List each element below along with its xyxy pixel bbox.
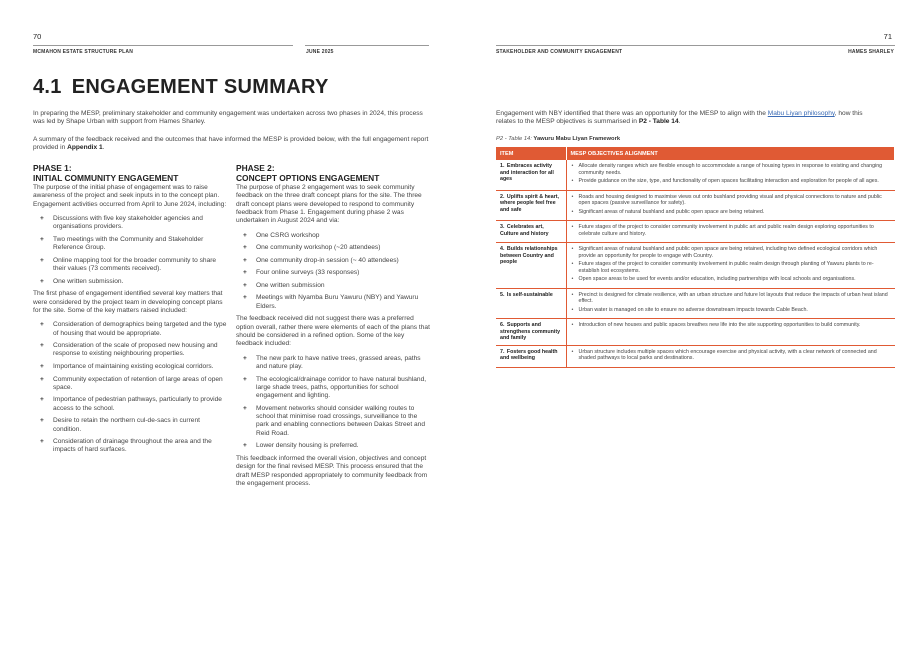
table-item-cell: 3. Celebrates art, Culture and history [496,221,566,243]
appendix-reference: Appendix 1 [67,144,103,152]
phase-1-paragraph-2: The first phase of engagement identified several key matters that were considered by the project team in developing concept plans for the site. Some of the key matters raised included: [33,290,223,314]
running-header-right: STAKEHOLDER AND COMMUNITY ENGAGEMENT [496,49,623,55]
plus-bullet-icon: + [40,396,44,404]
phase-1-paragraph: The purpose of the initial phase of engagement was to raise awareness of the project and seek inputs in to the concept plan. Engagement activities occurred from April to June 2024, including: [33,184,227,208]
list-item: + Discussions with five key stakeholder agencies and organisations providers. [40,215,203,231]
running-header-date: JUNE 2025 [306,49,334,55]
phase-2-paragraph-2: The feedback received did not suggest there was a preferred option overall, rather there were elements of each of the plans that should be considered in a refined option. Some of the key feedback included: [236,315,430,348]
phase-1-activities-list [33,215,228,286]
plus-bullet-icon: + [40,321,44,329]
table-item-cell: 7. Fosters good health and wellbeing [496,345,566,367]
table-row [496,345,895,367]
plus-bullet-icon: + [40,375,44,383]
phase-2-feedback-list [236,355,430,451]
table-item-cell: 4. Builds relationships between Country and people [496,243,566,289]
plus-bullet-icon: + [243,244,247,252]
plus-bullet-icon: + [243,281,247,289]
list-item: + Community expectation of retention of large areas of open space. [40,375,223,391]
phase-2-paragraph: The purpose of phase 2 engagement was to seek community feedback on the three draft concept plans for the site. The three draft concept plans were developed to respond to community feedback from Phase 1. Engagement during phase 2 was undertaken in August 2024 and via: [236,184,422,225]
list-item: • Introduction of new houses and public spaces breathes new life into the site supporting opportunities to build community. [571,322,891,329]
phase-1-matters-list [33,321,228,455]
list-item: + Desire to retain the northern cul-de-sacs in current condition. [40,417,200,433]
plus-bullet-icon: + [40,417,44,425]
table-caption: P2 - Table 14: Yawuru Mabu Liyan Framework [496,136,621,142]
running-header-author: HAMES SHARLEY [848,49,894,55]
phase-2-column [236,163,430,488]
plus-bullet-icon: + [40,215,44,223]
list-item: • Roads and housing designed to maximise views out onto bushland providing visual and physical connections to nature and public open spaces (passive surveillance for safety). [571,194,891,207]
intro-paragraph-2: A summary of the feedback received and the outcomes that have informed the MESP is provided below, with the full engagement report provided in Appendix 1. [33,136,429,152]
header-rule-left [33,45,293,46]
table-reference: P2 - Table 14 [638,118,679,126]
list-item: + Movement networks should consider walking routes to school that minimise road crossings, surveillance to the park and enabling connections between Dakas Street and Reid Road. [243,404,425,437]
list-item: • Open space areas to be used for events and/or education, including partnerships with local schools and organisations. [571,276,891,283]
list-item: + One CSRG workshop [243,231,320,239]
plus-bullet-icon: + [40,235,44,243]
table-header-row [496,147,895,160]
list-item: + Importance of pedestrian pathways, particularly to provide access to the school. [40,396,222,412]
table-row [496,160,895,190]
table-item-cell: 2. Uplifts spirit & heart, where people feel free and safe [496,190,566,221]
mabu-liyan-table [496,147,895,368]
phase-1-column [33,163,228,459]
table-alignment-cell [566,319,895,346]
table-item-cell: 5. Is self-sustainable [496,288,566,319]
list-item: + The ecological/drainage corridor to have natural bushland, large shade trees, paths, opportunities for school engagement and lighting. [243,375,427,400]
table-row [496,221,895,243]
phase-2-paragraph-3: This feedback informed the overall vision, objectives and concept design for the final revised MESP. This process ensured that the draft MESP responded appropriately to community feedback from the engagement process. [236,454,428,487]
table-header-alignment: MESP OBJECTIVES ALIGNMENT [566,147,895,160]
list-item: + Consideration of drainage throughout the area and the impacts of hard surfaces. [40,438,212,454]
intro-paragraph-1: In preparing the MESP, preliminary stakeholder and community engagement was undertaken across two phases in 2024, this process was led by Shape Urban with support from Hames Sharley. [33,110,423,126]
list-item: • Future stages of the project to consider community involvement in public art and public realm design exploring opportunities to celebrate culture and history. [571,224,891,237]
table-alignment-cell [566,221,895,243]
list-item: + Importance of maintaining existing ecological corridors. [40,362,214,370]
list-item: • Precinct is designed for climate resilience, with an urban structure and future lot layouts that reduce the impacts of urban heat island effect. [571,292,891,305]
plus-bullet-icon: + [40,342,44,350]
table-row [496,243,895,289]
section-number: 4.1 [33,76,62,98]
plus-bullet-icon: + [40,256,44,264]
plus-bullet-icon: + [243,354,247,362]
list-item: + Lower density housing is preferred. [243,442,359,450]
plus-bullet-icon: + [243,404,247,412]
table-row [496,190,895,221]
plus-bullet-icon: + [243,294,247,302]
list-item: + Consideration of demographics being targeted and the type of housing that would be appropriate. [40,321,227,337]
phase-2-heading: PHASE 2: CONCEPT OPTIONS ENGAGEMENT [236,163,380,183]
list-item: • Allocate density ranges which are flexible enough to accommodate a range of housing types in response to existing and changing community needs. [571,163,891,176]
plus-bullet-icon: + [243,256,247,264]
list-item: + One written submission [243,281,325,289]
header-rule-left-2 [305,45,429,46]
plus-bullet-icon: + [243,269,247,277]
table-alignment-cell [566,243,895,289]
list-item: • Significant areas of natural bushland and public open space are being retained. [571,209,891,216]
list-item: • Significant areas of natural bushland and public open space are being retained, including two defined ecological corridors which provide an opportunity for people to engage with Country. [571,246,891,259]
section-title [33,76,329,99]
list-item: + One community workshop (~20 attendees) [243,244,381,252]
phase-1-heading: PHASE 1: INITIAL COMMUNITY ENGAGEMENT [33,163,179,183]
list-item: • Future stages of the project to consider community involvement in public realm design through planting of Yawuru plants to re-establish lost ecosystems. [571,261,891,274]
table-row [496,288,895,319]
page-number-left: 70 [33,32,42,41]
table-header-item: ITEM [496,147,566,160]
phase-2-activities-list [236,232,430,311]
plus-bullet-icon: + [40,438,44,446]
page-number-right: 71 [883,32,892,41]
list-item: + Consideration of the scale of proposed new housing and response to existing neighbouring properties. [40,342,218,358]
plus-bullet-icon: + [243,375,247,383]
list-item: • Urban structure includes multiple spaces which encourage exercise and physical activity, with a clear network of connected and shaded pathways to local parks and destinations. [571,349,891,362]
table-item-cell: 6. Supports and strengthens community and family [496,319,566,346]
plus-bullet-icon: + [40,362,44,370]
right-page [462,0,924,654]
plus-bullet-icon: + [40,277,44,285]
running-header-left: MCMAHON ESTATE STRUCTURE PLAN [33,49,134,55]
table-item-cell: 1. Embraces activity and interaction for all ages [496,160,566,190]
right-intro-paragraph: Engagement with NBY identified that there was an opportunity for the MESP to align with the Mabu Liyan philosophy, how this relates to the MESP objectives is summarised in P2 - Table 14. [496,110,863,126]
table-alignment-cell [566,190,895,221]
table-alignment-cell [566,288,895,319]
list-item: + Online mapping tool for the broader community to share their values (73 comments received). [40,256,217,273]
table-alignment-cell [566,345,895,367]
table-row [496,319,895,346]
list-item: + Four online surveys (33 responses) [243,269,360,277]
list-item: + One community drop-in session (~ 40 attendees) [243,256,399,264]
list-item: + Two meetings with the Community and Stakeholder Reference Group. [40,235,204,252]
list-item: + One written submission. [40,277,124,285]
list-item: • Provide guidance on the size, type, and functionality of open spaces facilitating interaction and exploration for people of all ages. [571,178,891,185]
header-rule-right [496,45,895,46]
section-title-text: ENGAGEMENT SUMMARY [71,76,329,98]
plus-bullet-icon: + [243,442,247,450]
mabu-liyan-link[interactable]: Mabu Liyan philosophy [767,110,835,117]
table-alignment-cell [566,160,895,190]
list-item: + Meetings with Nyamba Buru Yawuru (NBY) and Yawuru Elders. [243,294,419,310]
list-item: • Urban water is managed on site to ensure no adverse downstream impacts towards Cable Beach. [571,307,891,314]
plus-bullet-icon: + [243,231,247,239]
list-item: + The new park to have native trees, grassed areas, paths and nature play. [243,354,421,370]
